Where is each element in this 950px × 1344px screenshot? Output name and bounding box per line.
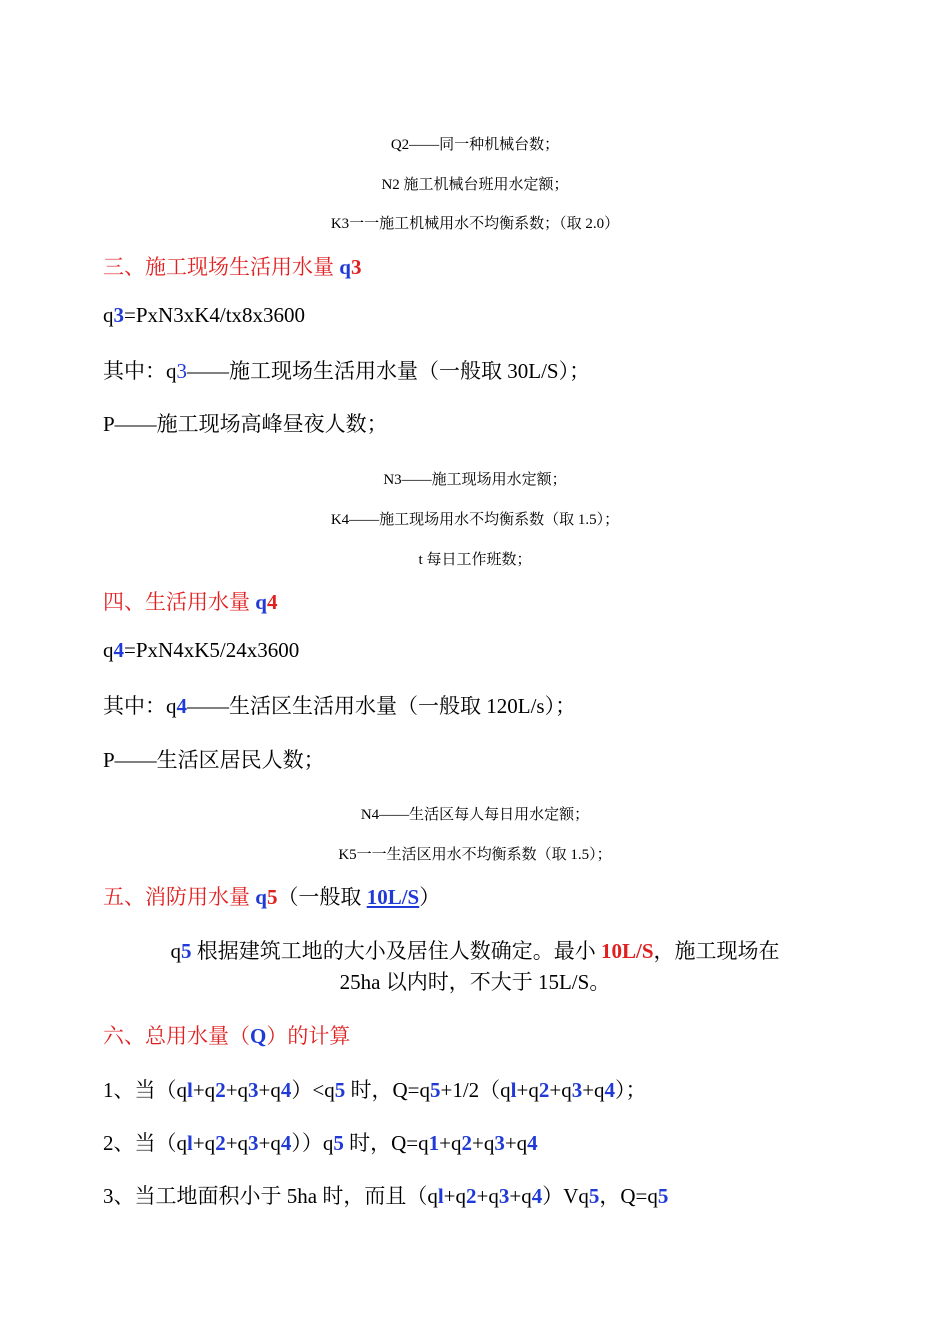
note-n4: N4——生活区每人每日用水定额；: [360, 807, 590, 823]
formula-var: q: [103, 303, 114, 327]
rule-sub: l: [187, 1131, 193, 1155]
note-k3: K3一一施工机械用水不均衡系数；（取 2.0）: [330, 216, 620, 232]
rule-text: ）Vq: [542, 1184, 589, 1208]
rule-text: +q: [192, 1078, 216, 1102]
section-4-heading: [103, 586, 277, 616]
rule-text: 1、当（q: [103, 1078, 187, 1102]
body-highlight: 10L/S: [600, 939, 654, 963]
rule-text: 3、当工地面积小于 5ha 时，而且（q: [103, 1184, 438, 1208]
rule-text: ））q: [291, 1131, 334, 1155]
rule-sub: 1: [428, 1131, 440, 1155]
rule-sub: 5: [334, 1078, 346, 1102]
rule-3: [103, 1180, 668, 1210]
body-post: ，施工现场在: [653, 939, 780, 963]
rule-sub: 3: [571, 1078, 583, 1102]
section-5-paren-open: （一般取: [277, 885, 367, 909]
formula-num: 4: [113, 638, 124, 662]
section-5-link[interactable]: 10L/S: [366, 885, 420, 909]
rule-text: +q: [509, 1184, 532, 1208]
section-4-p-line: P——生活区居民人数；: [103, 748, 325, 772]
rule-text: +q: [258, 1078, 281, 1102]
note-n2: N2 施工机械台班用水定额；: [381, 177, 569, 193]
rule-text: +q: [549, 1078, 572, 1102]
section-5-body-line1: [0, 935, 950, 965]
section-4-formula: [103, 638, 299, 663]
rule-sub: 5: [333, 1131, 344, 1155]
rule-text: +q: [504, 1131, 528, 1155]
section-5-body-line2: 25ha 以内时，不大于 15L/S。: [339, 970, 611, 994]
rule-sub: 4: [531, 1184, 543, 1208]
section-5-paren-close: ）: [419, 885, 441, 909]
section-5-heading: [103, 881, 440, 911]
rule-sub: 5: [657, 1184, 669, 1208]
rule-sub: l: [510, 1078, 517, 1102]
section-3-title: 三、施工现场生活用水量: [103, 255, 340, 279]
where-rest: ——施工现场生活用水量（一般取 30L/S）；: [187, 359, 591, 383]
section-6-heading: [103, 1020, 350, 1050]
rule-sub: 3: [248, 1131, 259, 1155]
rule-sub: 3: [494, 1131, 505, 1155]
note-k4: K4——施工现场用水不均衡系数（取 1.5）；: [330, 512, 620, 528]
rule-sub: 3: [498, 1184, 510, 1208]
section-4-where: [103, 690, 576, 720]
rule-sub: l: [437, 1184, 444, 1208]
rule-sub: l: [187, 1078, 193, 1102]
rule-sub: 4: [280, 1131, 292, 1155]
rule-text: +q: [476, 1184, 499, 1208]
note-t: t 每日工作班数；: [418, 552, 532, 568]
rule-sub: 4: [280, 1078, 292, 1102]
rule-text: +q: [258, 1131, 281, 1155]
note-k5: K5一一生活区用水不均衡系数（取 1.5）；: [338, 847, 612, 863]
rule-text: 时，Q=q: [345, 1078, 430, 1102]
formula-num: 3: [113, 303, 124, 327]
rule-text: +q: [471, 1131, 495, 1155]
section-5-title: 五、消防用水量: [103, 885, 256, 909]
where-pre: 其中：q: [103, 694, 177, 718]
section-4-var: q: [255, 590, 267, 614]
formula-rest: =PxN3xK4/tx8x3600: [124, 303, 306, 327]
section-3-p-line: P——施工现场高峰昼夜人数；: [103, 412, 388, 436]
where-num: 4: [176, 694, 187, 718]
where-num: 3: [176, 359, 187, 383]
rule-sub: 3: [248, 1078, 259, 1102]
rule-2: [103, 1127, 538, 1157]
rule-text: 2、当（q: [103, 1131, 187, 1155]
where-rest: ——生活区生活用水量（一般取 120L/s）；: [187, 694, 577, 718]
formula-var: q: [103, 638, 114, 662]
rule-text: 时，Q=q: [343, 1131, 429, 1155]
rule-text: +q: [439, 1131, 462, 1155]
rule-1: [103, 1074, 647, 1104]
section-3-where: [103, 355, 590, 385]
section-3-num: 3: [350, 255, 362, 279]
rule-text: +q: [582, 1078, 605, 1102]
rule-sub: 2: [466, 1184, 477, 1208]
rule-sub: 5: [429, 1078, 441, 1102]
body-var: q: [170, 939, 181, 963]
formula-rest: =PxN4xK5/24x3600: [124, 638, 300, 662]
section-3-heading: [103, 251, 361, 281]
rule-text: +q: [516, 1078, 539, 1102]
rule-text: +1/2（q: [440, 1078, 511, 1102]
rule-sub: 2: [215, 1078, 226, 1102]
note-q2: Q2——同一种机械台数；: [390, 137, 560, 153]
rule-sub: 4: [527, 1131, 538, 1155]
rule-sub: 2: [215, 1131, 226, 1155]
rule-sub: 2: [461, 1131, 472, 1155]
rule-text: +q: [225, 1078, 249, 1102]
section-3-formula: [103, 303, 305, 328]
note-n3: N3——施工现场用水定额；: [383, 472, 567, 488]
section-5-num: 5: [266, 885, 278, 909]
rule-text: +q: [192, 1131, 216, 1155]
rule-text: +q: [443, 1184, 467, 1208]
rule-text: ）<q: [291, 1078, 335, 1102]
where-pre: 其中：q: [103, 359, 177, 383]
section-6-title-post: ）的计算: [266, 1024, 351, 1048]
rule-text: +q: [225, 1131, 249, 1155]
section-4-title: 四、生活用水量: [103, 590, 256, 614]
section-6-var: Q: [250, 1024, 267, 1048]
rule-sub: 4: [604, 1078, 616, 1102]
rule-text: ）；: [615, 1078, 647, 1102]
section-6-title-pre: 六、总用水量（: [103, 1024, 250, 1048]
rule-text: ，Q=q: [599, 1184, 658, 1208]
section-4-num: 4: [266, 590, 278, 614]
body-num: 5: [180, 939, 192, 963]
section-5-var: q: [255, 885, 267, 909]
body-mid: 根据建筑工地的大小及居住人数确定。最小: [191, 939, 601, 963]
rule-sub: 2: [538, 1078, 550, 1102]
rule-sub: 5: [588, 1184, 600, 1208]
section-3-var: q: [339, 255, 351, 279]
